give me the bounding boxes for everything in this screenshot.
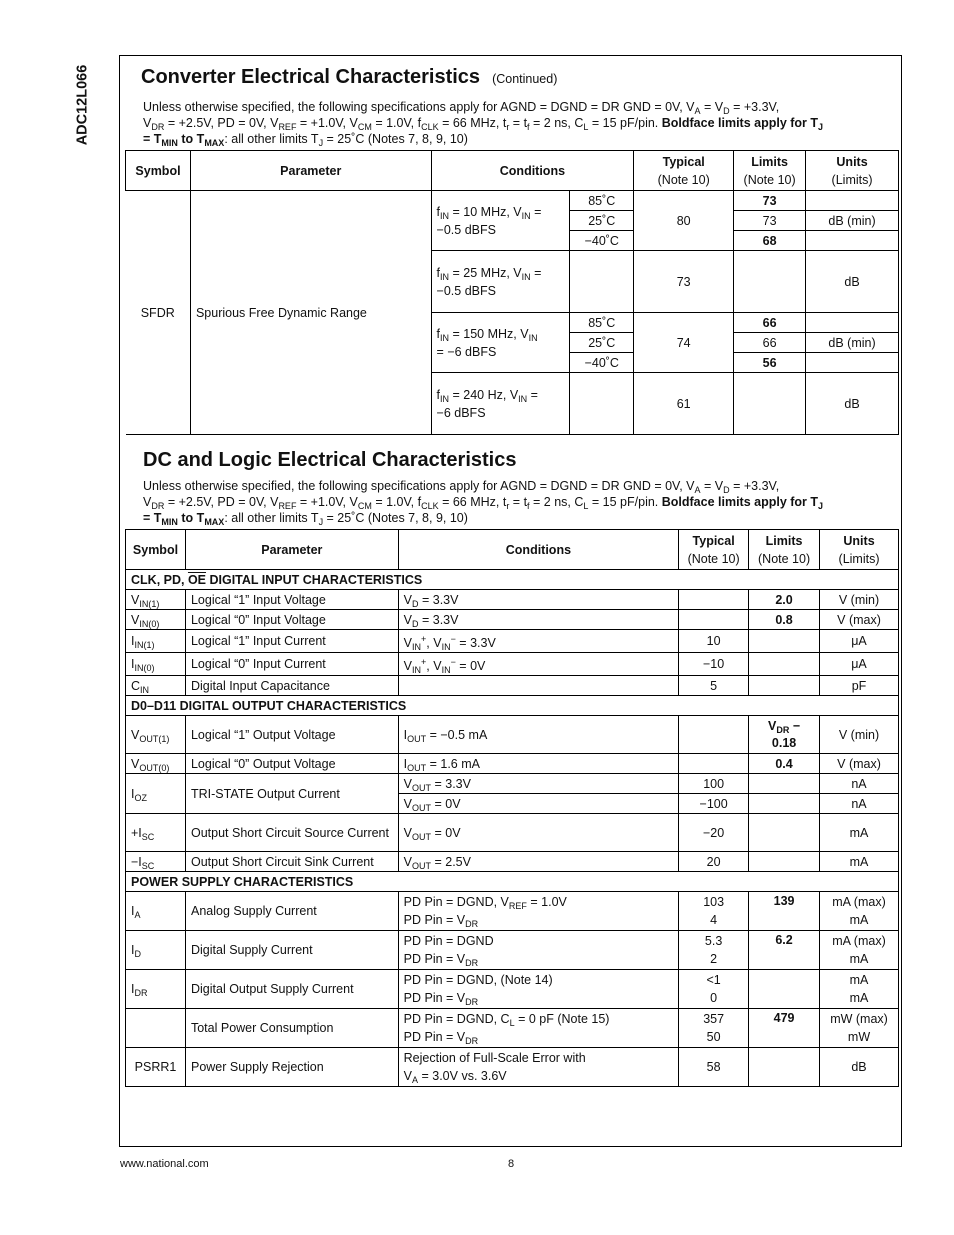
cond-total-power: PD Pin = DGND, $C_L = 0$ pF (Note 15) PD Pin = $V_{DR}$ (398, 1009, 678, 1048)
sym-empty (126, 1009, 186, 1048)
cond-isc-src: $V_{OUT} = 0V$ (398, 814, 678, 852)
unit-iin1: μA (820, 630, 899, 653)
dc-logic-table (125, 529, 899, 1087)
unit-empty (806, 353, 899, 373)
sfdr-cond-150mhz: $f_{IN} = 150$ MHz, $V_{IN}$ = −6 dBFS (431, 313, 570, 373)
param-vout1: Logical “1” Output Voltage (185, 716, 398, 754)
unit-iin0: μA (820, 653, 899, 676)
typ-ioz-2: −100 (679, 794, 749, 814)
typ-ioz-1: 100 (679, 774, 749, 794)
lim-empty (749, 653, 820, 676)
typ-isc-snk: 20 (679, 852, 749, 872)
col-typical: Typical (Note 10) (679, 530, 749, 570)
sfdr-cond-240hz: $f_{IN} = 240$ Hz, $V_{IN}$ = −6 dBFS (431, 373, 570, 435)
unit-total-power: mW (max) mW (820, 1009, 899, 1048)
temp-empty (570, 251, 634, 313)
unit-db: dB (806, 373, 899, 435)
param-ia: Analog Supply Current (185, 892, 398, 931)
typ-id: 5.3 2 (679, 931, 749, 970)
temp-neg40: −40˚C (570, 353, 634, 373)
param-id: Digital Supply Current (185, 931, 398, 970)
typ-empty (679, 716, 749, 754)
typ-total-power: 357 50 (679, 1009, 749, 1048)
sym-vout0: $V_{OUT(0)}$ (126, 754, 186, 774)
lim-empty (749, 970, 820, 1009)
sym-iin0: $I_{IN(0)}$ (126, 653, 186, 676)
param-vout0: Logical “0” Output Voltage (185, 754, 398, 774)
param-ioz: TRI-STATE Output Current (185, 774, 398, 814)
col-units: Units (Limits) (820, 530, 899, 570)
sym-vin0: $V_{IN(0)}$ (126, 610, 186, 630)
limit-10mhz-25: 73 (734, 211, 806, 231)
cond-id: PD Pin = DGND PD Pin = $V_{DR}$ (398, 931, 678, 970)
param-cin: Digital Input Capacitance (185, 676, 398, 696)
param-vin1: Logical “1” Input Voltage (185, 590, 398, 610)
lim-empty (749, 630, 820, 653)
sym-vin1: $V_{IN(1)}$ (126, 590, 186, 610)
typ-empty (679, 610, 749, 630)
unit-isc-snk: mA (820, 852, 899, 872)
sym-iin1: $I_{IN(1)}$ (126, 630, 186, 653)
sym-ia: $I_A$ (126, 892, 186, 931)
section-digital-outputs: D0–D11 DIGITAL OUTPUT CHARACTERISTICS (126, 696, 899, 716)
section-power-supply: POWER SUPPLY CHARACTERISTICS (126, 872, 899, 892)
col-limits: Limits (Note 10) (749, 530, 820, 570)
lim-empty (749, 676, 820, 696)
lim-vin0: 0.8 (749, 610, 820, 630)
limit-empty (734, 373, 806, 435)
typ-iin1: 10 (679, 630, 749, 653)
limit-150mhz-25: 66 (734, 333, 806, 353)
param-idr: Digital Output Supply Current (185, 970, 398, 1009)
unit-db: dB (806, 251, 899, 313)
param-psrr1: Power Supply Rejection (185, 1048, 398, 1087)
typ-10mhz: 80 (634, 191, 734, 251)
col-conditions: Conditions (398, 530, 678, 570)
footer-url[interactable]: www.national.com (120, 1158, 209, 1170)
sfdr-symbol: SFDR (126, 191, 191, 435)
lim-vout0: 0.4 (749, 754, 820, 774)
unit-cin: pF (820, 676, 899, 696)
typ-25mhz: 73 (634, 251, 734, 313)
unit-id: mA (max) mA (820, 931, 899, 970)
section-title-dc-logic: DC and Logic Electrical Characteristics (143, 449, 517, 471)
lim-total-power: 479 (749, 1009, 820, 1048)
lim-vout1: $V_{DR}$ − 0.18 (749, 716, 820, 754)
typ-isc-src: −20 (679, 814, 749, 852)
param-iin1: Logical “1” Input Current (185, 630, 398, 653)
col-units: Units (Limits) (806, 151, 899, 191)
typ-iin0: −10 (679, 653, 749, 676)
sfdr-cond-25mhz: $f_{IN} = 25$ MHz, $V_{IN}$ = −0.5 dBFS (431, 251, 570, 313)
cond-isc-snk: $V_{OUT} = 2.5V$ (398, 852, 678, 872)
temp-empty (570, 373, 634, 435)
sym-cin: $C_{IN}$ (126, 676, 186, 696)
unit-ia: mA (max) mA (820, 892, 899, 931)
typ-empty (679, 590, 749, 610)
lim-empty (749, 852, 820, 872)
unit-idr: mA mA (820, 970, 899, 1009)
cond-idr: PD Pin = DGND, (Note 14) PD Pin = $V_{DR}$ (398, 970, 678, 1009)
typ-ia: 103 4 (679, 892, 749, 931)
intro-text-2: Unless otherwise specified, the following specifications apply for AGND = DGND = DR GND = 0V, $V_A = V_D = +3.3V$, $V_{DR} = +2.5V$, PD = 0V, $V_{REF} = +1.0V$, $V_{CM} = 1.0V$, $f_{CLK} = 66$ MHz, $t_r = t_f = 2$ ns, $C_L = 15$ pF/pin. Boldface limits apply for $T_J$ = $T_{MIN}$ to $T_{MAX}$: all other limits $T_J$ = 25˚C (Notes 7, 8, 9, 10) (143, 479, 824, 527)
temp-85: 85˚C (570, 313, 634, 333)
col-conditions: Conditions (431, 151, 634, 191)
unit-empty (806, 231, 899, 251)
sym-isc-snk: $-I_{SC}$ (126, 852, 186, 872)
section-title-converter: Converter Electrical Characteristics (Continued) (141, 66, 558, 88)
limit-150mhz-85: 66 (734, 313, 806, 333)
lim-empty (749, 814, 820, 852)
sfdr-cond-10mhz: $f_{IN} = 10$ MHz, $V_{IN}$ = −0.5 dBFS (431, 191, 570, 251)
col-limits: Limits (Note 10) (734, 151, 806, 191)
cond-vin1: $V_D = 3.3V$ (398, 590, 678, 610)
cond-ia: PD Pin = DGND, $V_{REF} = 1.0V$ PD Pin = $V_{DR}$ (398, 892, 678, 931)
limit-10mhz-neg40: 68 (734, 231, 806, 251)
lim-empty (749, 774, 820, 794)
sfdr-parameter: Spurious Free Dynamic Range (190, 191, 431, 435)
section-clk-inputs: CLK, PD, $\overline{OE}$ DIGITAL INPUT CHARACTERISTICS (126, 570, 899, 590)
param-isc-snk: Output Short Circuit Sink Current (185, 852, 398, 872)
param-isc-src: Output Short Circuit Source Current (185, 814, 398, 852)
unit-db-min: dB (min) (806, 333, 899, 353)
sym-psrr1: PSRR1 (126, 1048, 186, 1087)
col-parameter: Parameter (190, 151, 431, 191)
unit-ioz-1: nA (820, 774, 899, 794)
col-parameter: Parameter (185, 530, 398, 570)
sym-ioz: $I_{OZ}$ (126, 774, 186, 814)
unit-ioz-2: nA (820, 794, 899, 814)
sym-idr: $I_{DR}$ (126, 970, 186, 1009)
sfdr-table (125, 150, 899, 435)
temp-25: 25˚C (570, 211, 634, 231)
param-total-power: Total Power Consumption (185, 1009, 398, 1048)
cond-iin1: $V_{IN}^+$, $V_{IN}^- = 3.3V$ (398, 630, 678, 653)
side-part-number: ADC12L066 (74, 64, 91, 146)
unit-empty (806, 313, 899, 333)
cond-vout0: $I_{OUT} = 1.6$ mA (398, 754, 678, 774)
temp-25: 25˚C (570, 333, 634, 353)
lim-ia: 139 (749, 892, 820, 931)
intro-text-1: Unless otherwise specified, the following specifications apply for AGND = DGND = DR GND = 0V, $V_A = V_D = +3.3V$, $V_{DR} = +2.5V$, PD = 0V, $V_{REF} = +1.0V$, $V_{CM} = 1.0V$, $f_{CLK} = 66$ MHz, $t_r = t_f = 2$ ns, $C_L = 15$ pF/pin. Boldface limits apply for $T_J$ = $T_{MIN}$ to $T_{MAX}$: all other limits $T_J$ = 25˚C (Notes 7, 8, 9, 10) (143, 100, 824, 148)
cond-ioz-2: $V_{OUT} = 0V$ (398, 794, 678, 814)
lim-id: 6.2 (749, 931, 820, 970)
lim-empty (749, 1048, 820, 1087)
param-vin0: Logical “0” Input Voltage (185, 610, 398, 630)
col-symbol: Symbol (126, 151, 191, 191)
unit-vin1: V (min) (820, 590, 899, 610)
col-typical: Typical (Note 10) (634, 151, 734, 191)
typ-empty (679, 754, 749, 774)
limit-empty (734, 251, 806, 313)
sym-isc-src: $+I_{SC}$ (126, 814, 186, 852)
page-number: 8 (508, 1158, 515, 1170)
lim-empty (749, 794, 820, 814)
unit-psrr1: dB (820, 1048, 899, 1087)
unit-vin0: V (max) (820, 610, 899, 630)
unit-isc-src: mA (820, 814, 899, 852)
sym-id: $I_D$ (126, 931, 186, 970)
typ-idr: <1 0 (679, 970, 749, 1009)
cond-empty (398, 676, 678, 696)
unit-db-min: dB (min) (806, 211, 899, 231)
limit-10mhz-85: 73 (734, 191, 806, 211)
limit-150mhz-neg40: 56 (734, 353, 806, 373)
cond-iin0: $V_{IN}^+$, $V_{IN}^- = 0V$ (398, 653, 678, 676)
typ-150mhz: 74 (634, 313, 734, 373)
col-symbol: Symbol (126, 530, 186, 570)
temp-85: 85˚C (570, 191, 634, 211)
typ-psrr1: 58 (679, 1048, 749, 1087)
sym-vout1: $V_{OUT(1)}$ (126, 716, 186, 754)
cond-psrr1: Rejection of Full-Scale Error with $V_A = 3.0V$ vs. 3.6V (398, 1048, 678, 1087)
cond-vout1: $I_{OUT} = -0.5$ mA (398, 716, 678, 754)
param-iin0: Logical “0” Input Current (185, 653, 398, 676)
unit-empty (806, 191, 899, 211)
typ-cin: 5 (679, 676, 749, 696)
cond-ioz-1: $V_{OUT} = 3.3V$ (398, 774, 678, 794)
unit-vout1: V (min) (820, 716, 899, 754)
lim-vin1: 2.0 (749, 590, 820, 610)
temp-neg40: −40˚C (570, 231, 634, 251)
typ-240hz: 61 (634, 373, 734, 435)
cond-vin0: $V_D = 3.3V$ (398, 610, 678, 630)
unit-vout0: V (max) (820, 754, 899, 774)
